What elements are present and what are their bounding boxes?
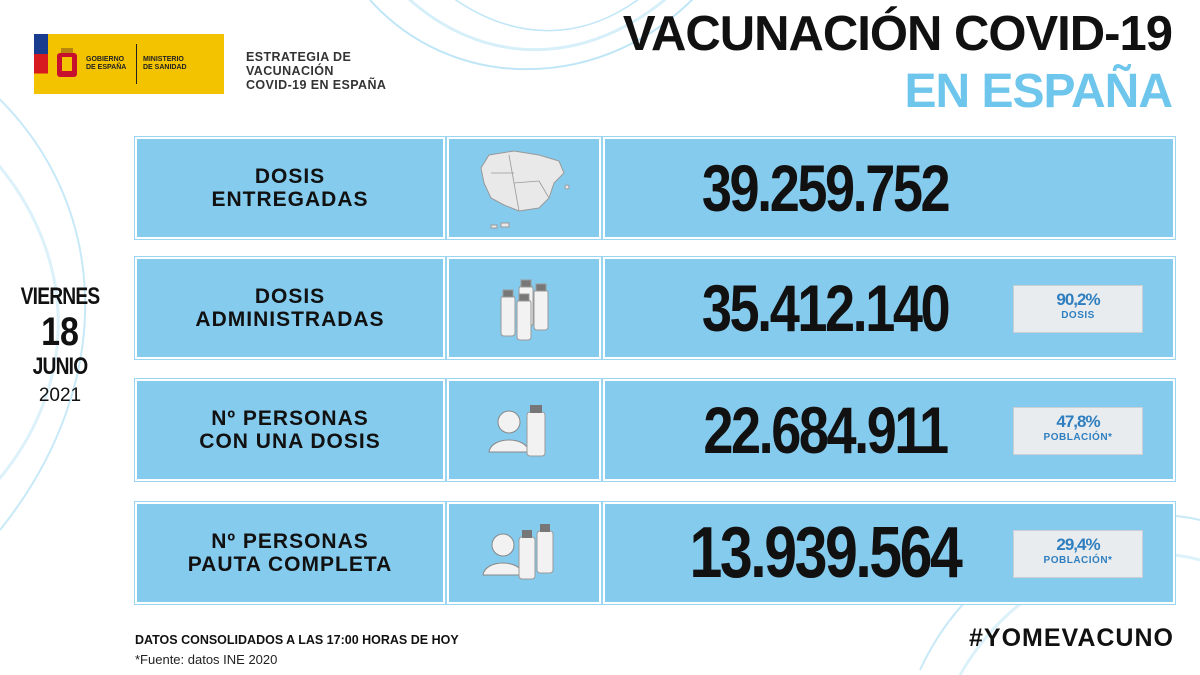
row-value-cell	[603, 379, 1175, 481]
consolidated-note: DATOS CONSOLIDADOS A LAS 17:00 HORAS DE HOY	[135, 633, 459, 647]
badge-percentage: 90,2%	[1056, 290, 1100, 309]
percentage-badge	[1013, 530, 1143, 578]
page-title: VACUNACIÓN COVID-19	[622, 7, 1172, 61]
row-value-cell	[603, 137, 1175, 239]
row-value-cell	[603, 502, 1175, 604]
percentage-badge	[1013, 285, 1143, 333]
government-logo	[34, 34, 224, 94]
stat-row-dosis-entregadas	[135, 137, 1175, 239]
row-icon-cell	[447, 379, 601, 481]
row-value: 35.412.140	[701, 271, 949, 345]
strategy-line: VACUNACIÓN	[246, 64, 334, 78]
badge-label: DOSIS	[1061, 310, 1095, 321]
date-weekday: VIERNES	[20, 283, 100, 310]
strategy-line: COVID-19 EN ESPAÑA	[246, 78, 387, 92]
source-note: *Fuente: datos INE 2020	[135, 652, 278, 667]
spain-map-icon	[469, 143, 579, 233]
row-value: 13.939.564	[689, 513, 961, 593]
vaccine-vials-icon	[479, 268, 569, 348]
row-label-cell	[135, 257, 445, 359]
eu-flag-stripe	[34, 34, 48, 94]
person-vial-icon	[479, 390, 569, 470]
badge-label: POBLACIÓN*	[1043, 432, 1113, 443]
row-label-cell	[135, 502, 445, 604]
strategy-title	[246, 50, 386, 92]
date-day: 18	[41, 310, 79, 354]
coat-of-arms-icon	[54, 47, 80, 81]
row-label: DOSIS ENTREGADAS	[211, 165, 369, 211]
date-year: 2021	[38, 385, 82, 406]
stat-row-dosis-administradas	[135, 257, 1175, 359]
report-date	[10, 283, 110, 407]
badge-percentage: 29,4%	[1056, 535, 1100, 554]
row-label-cell	[135, 379, 445, 481]
strategy-line: ESTRATEGIA DE	[246, 50, 352, 64]
page-subtitle: EN ESPAÑA	[904, 65, 1172, 118]
row-label: Nº PERSONAS CON UNA DOSIS	[199, 407, 381, 453]
row-label: Nº PERSONAS PAUTA COMPLETA	[187, 530, 393, 576]
logo-divider	[136, 44, 137, 84]
gov-text: GOBIERNO DE ESPAÑA	[86, 55, 127, 71]
badge-label: POBLACIÓN*	[1043, 555, 1113, 566]
badge-percentage: 47,8%	[1056, 412, 1100, 431]
hashtag: #YOMEVACUNO	[968, 624, 1174, 652]
row-value: 22.684.911	[703, 393, 947, 467]
row-icon-cell	[447, 502, 601, 604]
stat-row-una-dosis	[135, 379, 1175, 481]
date-month: JUNIO	[32, 353, 88, 380]
stat-row-pauta-completa	[135, 502, 1175, 604]
row-icon-cell	[447, 257, 601, 359]
row-label: DOSIS ADMINISTRADAS	[195, 285, 385, 331]
row-value-cell	[603, 257, 1175, 359]
row-label-cell	[135, 137, 445, 239]
row-icon-cell	[447, 137, 601, 239]
row-value: 39.259.752	[701, 151, 949, 225]
ministry-text: MINISTERIO DE SANIDAD	[143, 55, 187, 71]
percentage-badge	[1013, 407, 1143, 455]
person-two-vials-icon	[479, 513, 569, 593]
